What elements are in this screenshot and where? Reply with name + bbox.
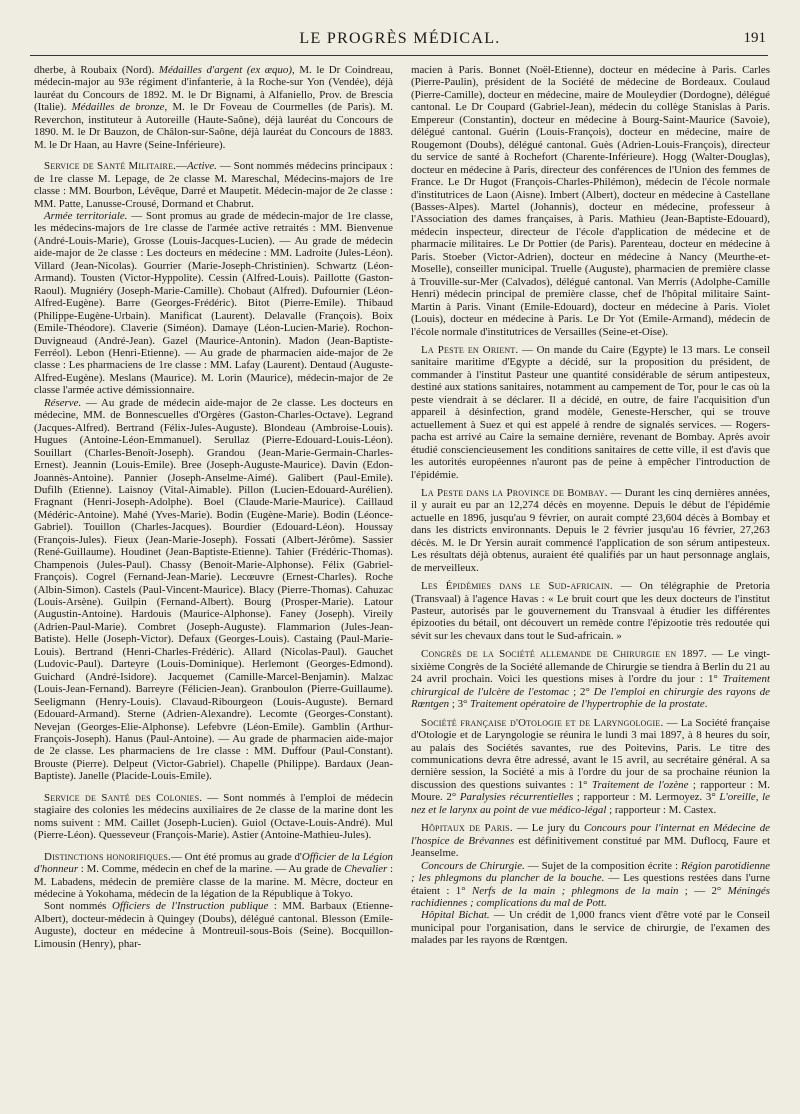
text: — Les questions restées dans l'urne étaient : 1° [411,872,770,897]
paragraph-reserve [34,397,393,783]
text: ; 2° [569,685,594,698]
text: ; 3° [449,698,471,711]
section-heading: Service de Santé des Colonies. [44,791,203,804]
text: : M. Labadens, médecin de première classe de la marine. M. Mècre, docteur en médecine à Yokohama, médecin de la légation de la République à Tokyo. [34,863,393,900]
text: — Le jury du [512,822,584,835]
text: dherbe, à Roubaix (Nord). [34,64,159,76]
text-italic: Médailles de bronze [71,101,165,114]
text: — Sont nommés médecins principaux : de 1re classe M. Lepage, de 2e classe M. Mareschal, Médecins-majors de 1re classe : MM. Bourbon, Lévêque, Darré et Maupetit. Médecin-major de 2e classe : MM. Patte, Lanusse-Crousé, Dormand et Chabrut. [34,160,393,210]
paragraph-peste-bombay [411,487,770,574]
section-heading: Service de Santé Militaire. [44,160,177,173]
text: — Sont promus au grade de médecin-major de 1re classe, les médecins-majors de 1re classe de l'armée active retraités : MM. Bienvenue (André-Louis-Marie), Grosse (Louis-Jacques-Lucien). — Au grade de médecin aide-major de 2e classe : Les docteurs en médecine : MM. Ladroite (Jules-Léon). Villard (Jean-Nicolas). Gourrier (Marie-Joseph-Christinien). Schwartz (Léon-Armand). Tousten (Victor-Hyppolite). Cessin (Alfred-Louis). Paillotte (Gaston-Raoul). Mugniéry (Joseph-Marie-Camille). Chobaut (Alfred). Dufournier (Léon-Alfred-Eugène). Barre (Georges-Frédéric). Bitot (Pierre-Emile). Thibaud (Philippe-Eugène-Urbain). Manificat (Laurent). Delavalle (François). Boix (Emile-Théodore). Claverie (Siméon). Damaye (Léon-Lucien-Marie). Rochon-Duvigneaud (André-Jean). Gazel (Maurice-Antonin). Madon (Jean-Baptiste-Ferréol). Lebon (Henri-Etienne). — Au grade de pharmacien aide-major de 2e classe : Les pharmaciens de 1re classe : MM. Lafay (Laurent). Dentaud (Auguste-Alfred-Eugène). Meslans (Maurice). M. Lorin (Maurice), médecin-major de 2e classe l'armée active démissionnaire. [34,209,393,397]
section-heading: Distinctions honorifiques. [44,850,171,863]
text: — Un crédit de 1,000 francs vient d'être voté par le Conseil municipal pour l'organisation, dans le service de chirurgie, de l'examen des malades par les rayons de Rœntgen. [411,909,770,947]
text-italic: Concours pour l'internat en Médecine de l'hospice de Brévannes [411,822,770,847]
text: — Sujet de la composition écrite : [524,859,681,872]
text-italic: Région parotidienne ; les phlegmons du plancher de la bouche. [411,859,770,885]
text: — Au grade de médecin aide-major de 2e classe. Les docteurs en médecine, MM. de Bonnescuelles d'Orgères (Gaston-Charles-Octave). Legrand (Jacques-Alfred). Bertrand (Félix-Jules-Auguste). Blondeau (Ambroise-Louis). Hugues (Antoine-Léon-Emmanuel). Serullaz (Pierre-Edouard-Louis-Léon). Souillart (Charles-Benoît-Joseph). Grandou (Jean-Marie-Germain-Charles-Ernest). Jeannin (Louis-Emile). Bree (Joseph-Auguste-Maurice). Davin (Edon-Joannès-Antoine). Pannier (Joseph-Anselme-Aimé). Galibert (Paul-Emile). Dufilh (Etienne). Laisnoy (Vital-Aimable). Pillon (Lucien-Edouard-Aurélien). Fragnant (Henri-Joseph-Adolphe). Boel (Claude-Marie-Maurice). Caillaud (Médéric-Antoine). Mahé (Yves-Marie). Bodin (Eugène-Marie). Bodin (Léonce-Gabriel). Touillon (Charles-Jacques). Bourdier (Edouard-Léon). Houssay (François-Jules). Fieux (Jean-Marie-Joseph). Fossati (Albert-Jérôme). Sassier (René-Guillaume). Houdinet (Jean-Baptiste-Etienne). Tahier (Frédéric-Thomas). Champenois (Jules-Paul). Chassy (Benoit-Marie-Alphonse). Félix (Gabriel-François). Cogrel (Fernand-Jean-Marie). Lecœuvre (Ernest-Charles). Roche (Albin-Simon). Castels (Paul-Vincent-Maurice). Blacy (Pierre-Thomas). Cahuzac (Louis-Arsène). Guilpin (Fernand-Albert). Bourg (Prosper-Marie). Latour (Augustin-Antoine). Hardouis (Maurice-Alphonse). Faney (Joseph). Vireily (Adrien-Paul-Marie). Combret (Joseph-Auguste). Flammarion (Jules-Jean-Batiste). Helle (Joseph-Victor). Defaux (Georges-Louis). Castaing (Paul-Marie-Louis). Bertrand (Henri-Charles-Frédéric). Allard (Nicolas-Paul). Gauchet (Ludovic-Paul). Darteyre (Louis-Dominique). Herlemont (Georges-Edmond). Guichard (André-Isidore). Jacquemet (Camille-Marcel-Benjamin). Malzac (Louis-Jean-Fernand). Barreyre (Félicien-Jean). Granboulon (Pierre-Guillaume). Seeligmann (Henry-Louis). Clavaud-Ribourgeon (Louis-Auguste). Bernard (Edouard-Armand). Sterne (Adrien-Alexandre). Lecomte (Georges-Constant). Nevejan (Georges-Elie-Alphonse). Lefebvre (Léon-Emile). Gamblin (Arthur-François-Joseph). Hanus (Paul-Antoine). — Au grade de pharmacien aide-major de 2e classe. Les pharmaciens de 1re classe : MM. Duffour (Paul-Constant). Brouste (Pierre). Delpeut (Victor-Gabriel). Chapelle (Philippe). Bardaux (Jean-Baptiste). Janelle (Placide-Louis-Emile). [34,396,393,783]
header-rule [30,55,768,56]
text-italic: Officiers de l'Instruction publique [111,900,269,913]
paragraph-instruction-publique [34,900,393,950]
text-italic: Officier de la Légion d'honneur [34,850,393,876]
subheading-italic: Hôpital Bichat. [421,909,490,922]
text-italic: Nerfs de la main ; phlegmons de la main [471,884,679,897]
text: — On télégraphie de Pretoria (Transvaal) à l'agence Havas : « Le bruit court que les deux docteurs de l'institut Pasteur, autorisés par le gouvernement du Transvaal à étudier les différentes épizooties du bétail, ont découvert un remède contre l'épizootie très redoutée qui sévit sur les chevaux dans tout le Sud-africain. » [411,580,770,642]
text: Sont nommés [44,900,112,913]
text: — [176,160,187,173]
text-italic: Traitement chirurgical de l'ulcère de l'estomac [411,673,770,698]
paragraph-instruction-publique-cont: macien à Paris. Bonnet (Noël-Etienne), docteur en médecine à Paris. Carles (Pierre-Paulin), président de la Société de médecine de Bordeaux. Coulaud (Pierre-Camille), docteur en médecine, maire de Mouleydier (Dordogne), délégué cantonal. Le Dr Coupard (Gabriel-Jean), médecin du collège Stanislas à Paris. Empereur (Constantin), docteur en médecine à Bourg-Saint-Maurice (Savoie), délégué cantonal. Guérin (Louis-François), docteur en médecine, maire de Rougemont (Doubs), délégué cantonal. Guès (Adrien-Louis-François), directeur du service de santé à Rochefort (Charente-Inférieure). Hogg (Walter-Douglas), docteur en médecine à Paris, directeur des conférences de l'Union des femmes de France. Le Dr Hugot (François-Charles-Philémon), médecin de l'école normale d'institutrices de Laon (Aisne). Imbert (Albert), docteur en médecine à Castellane (Basses-Alpes). Martel (Johannis), docteur en médecine, professeur à l'Association des dames françaises, à Paris. Mathieu (Jean-Baptiste-Edouard), médecin inspecteur, directeur de l'école d'application de médecine et de pharmacie militaires. Le Dr Pottier (de Paris). Parenteau, docteur en médecine à Paris. Stoeber (Victor-Adrien), docteur en médecine à Nancy (Meurthe-et-Moselle), conseiller municipal. Truelle (Auguste), pharmacien de première classe à Trouville-sur-Mer (Calvados), délégué cantonal. Van Merris (Adolphe-Camille Henri) médecin principal de première classe, chef de l'hôpital militaire Saint-Martin à Paris. Vinant (Emile-Edouard), docteur en médecine à Paris. Violet (Louis), docteur en médecine à Paris. Le Dr Yot (Emile-Armand), médecin de l'école normale d'institutrices de Versailles (Seine-et-Oise). [411,64,770,338]
paragraph-service-sante-colonies [34,792,393,842]
text-italic: Traitement opératoire de l'hypertrophie de la prostate [470,698,705,711]
paragraph-epidemies-sud-africain [411,580,770,642]
subheading-italic: Concours de Chirurgie. [421,859,525,872]
paragraph-otologie-laryngologie [411,717,770,817]
text-italic: Chevalier [344,863,388,876]
text: ; rapporteur : M. Moure. 2° [411,778,770,804]
text: — Ont été promus au grade d' [170,850,302,863]
text: — La Société française d'Otologie et de Laryngologie se réunira le lundi 3 mai 1897, à 8 heures du soir, au palais des Sociétés savantes, rue des Poitevins, Paris. Le titre des communications devra être adressé, avant le 15 avril, au secrétaire général. A sa dernière session, la Société a mis à l'ordre du jour de sa prochaine réunion la discussion des questions suivantes : 1° [411,716,770,791]
paragraph-hopital-bichat [411,909,770,946]
text: . [704,698,708,711]
text-italic: L'oreille, le nez et le larynx au point de vue médico-légal [411,791,770,816]
text: : MM. Barbaux (Etienne-Albert), docteur-médecin à Quingey (Doubs), délégué cantonal. Blesson (Emile-Auguste), docteur en médecine à Montreuil-sous-Bois (Seine). Bocquillon-Limousin (Henry), phar- [34,900,393,950]
paragraph-armee-territoriale [34,210,393,397]
text-italic: Médailles d'argent (ex æquo) [158,64,292,76]
text-italic: Paralysies récurrentielles [459,791,574,804]
paragraph-service-sante-militaire [34,160,393,210]
section-heading: Congrès de la Société allemande de Chirurgie en 1897. [421,648,707,661]
text: ; rapporteur : M. Castex. [606,803,717,816]
section-heading: Hôpitaux de Paris. [421,822,513,835]
text: — On mande du Caire (Egypte) le 13 mars. Le conseil sanitaire maritime d'Egypte a décidé, sur la proposition du président, de commander à l'institut Pasteur une quantité considérable de sérum antipesteux, destiné aux stations sanitaires, notamment au campement de Tor, pour le cas où la peste viendrait à se déclarer. Il a décidé, en outre, de faire l'acquisition d'un appareil à désinfection, grand modèle, Geneste-Herscher, qui se trouve actuellement à Suez et qui est appelé à rendre de signalés services. — Rogers-pacha est arrivé au Caire la semaine dernière, revenant de Bombay. Après avoir étudié consciencieusement les conditions sanitaires de cette ville, il est d'avis que les autorités européennes n'auront pas de peine à empêcher l'introduction de l'épidémie. [411,343,770,481]
section-heading: La Peste dans la Province de Bombay. [421,486,608,499]
running-title: LE PROGRÈS MÉDICAL. [299,30,501,47]
text-italic: Active. [186,160,217,173]
text: — Sont nommés à l'emploi de médecin stagiaire des colonies les médecins auxiliaires de 2e classe de la marine dont les noms suivent : MM. Caillet (Joseph-Lucien). Guiol (Octave-Louis-André). Mul (Pierre-Léon). Quesseveur (François-Marie). Astier (Antoine-Mathieu-Jules). [34,791,393,842]
paragraph-concours-chirurgie [411,860,770,910]
text-italic: Traitement de l'ozène [591,778,689,791]
text: ; rapporteur : M. Lermoyez. 3° [573,791,720,804]
page-number: 191 [743,30,766,46]
paragraph-congres-chirurgie [411,648,770,710]
text: ; — 2° [678,884,728,897]
subheading-italic: Réserve. [44,396,82,409]
section-heading: Les Épidémies dans le Sud-africain. [421,580,613,593]
text-italic: Méningés rachidiennes ; complications du mal de Pott. [411,884,770,909]
right-column [411,64,770,1104]
section-heading: Société française d'Otologie et de Laryngologie. [421,716,664,729]
text: , M. le Dr Foveau de Courmelles (de Paris). M. Reverchon, instituteur à Autoreille (Haute-Saône), déjà lauréat du Concours de 1890. M. le Dr Bauzon, de Châlon-sur-Saône, déjà lauréat du Concours de 1883. M. le Dr Haan, au Havre (Seine-Inférieure). [34,101,393,151]
page-header [0,30,800,54]
paragraph-medals [34,64,393,151]
text: est définitivement constitué par MM. Duflocq, Faure et Jeanselme. [411,834,770,860]
left-column [34,64,393,1104]
text: — Le vingt-sixième Congrès de la Société allemande de Chirurgie se tiendra à Berlin du 21 au 24 avril prochain. Voici les questions mises à l'ordre du jour : 1° [411,648,770,686]
paragraph-distinctions [34,851,393,901]
text: — Durant les cinq dernières années, il y aurait eu par an 12,274 décès en moyenne. Depuis le début de l'épidémie actuelle en 1896, jusqu'au 9 février, on aurait compté 23,604 décès à Bombay et dans les districts environnants. Depuis le 2 février jusqu'au 16 février, 27,263 décès. M. le Dr Yersin aurait commencé l'application de son sérum antipesteux. Les résultats déjà obtenus, auraient été qualifiés par un haut personnage anglais, de merveilleux. [411,486,770,574]
paragraph-peste-orient [411,344,770,481]
subheading-italic: Armée territoriale. [44,209,128,222]
paragraph-hopitaux-paris [411,822,770,859]
text: : M. Comme, médecin en chef de la marine. — Au grade de [78,863,345,876]
text: , M. le Dr Coindreau, médecin-major au 93e régiment d'infanterie, à la Roche-sur Yon (Vendée), déjà lauréat du Concours de 1892. M. le Dr Bignami, à Alfaniello, Prov. de Brescia (Italie). [34,64,393,114]
text-italic: De l'emploi en chirurgie des rayons de Rœntgen [411,685,770,711]
section-heading: La Peste en Orient. [421,343,519,356]
